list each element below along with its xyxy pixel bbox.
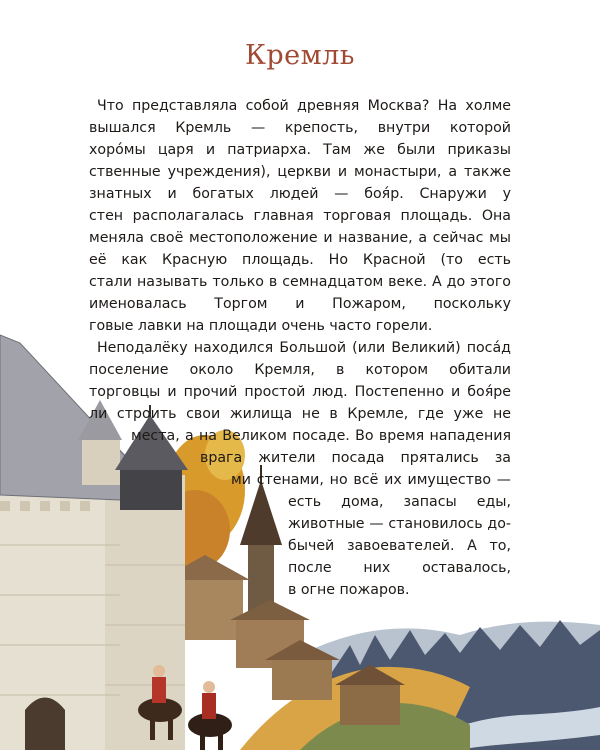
- text-line: есть дома, запасы еды,: [288, 494, 511, 510]
- text-line: ми стенами, но всё их имущество —: [231, 472, 511, 488]
- text-line: места, а на Великом посаде. Во время нападения: [131, 428, 511, 444]
- text-line: говые лавки на площади очень часто горели.: [89, 318, 433, 334]
- text-line: Что представляла собой древняя Москва? На холме: [97, 98, 511, 114]
- text-line: меняла своё местоположение и название, а сейчас мы: [89, 230, 511, 246]
- text-line: вышался Кремль — крепость, внутри которой: [89, 120, 511, 136]
- text-line: хоро́мы царя и патриарха. Там же были приказы: [89, 142, 511, 158]
- text-line: стали называть только в семнадцатом веке. А до этого: [89, 274, 511, 290]
- text-line: поселение около Кремля, в котором обитали: [89, 362, 511, 378]
- text-line: ственные учреждения), церкви и монастыри, а также: [89, 164, 511, 180]
- text-line: знатных и богатых людей — боя́р. Снаружи у: [89, 186, 511, 202]
- text-line: животные — становилось до-: [288, 516, 511, 532]
- gate-arch: [25, 698, 65, 750]
- text-line: врага жители посада прятались за: [200, 450, 511, 466]
- text-line: в огне пожаров.: [288, 582, 410, 598]
- text-line: её как Красную площадь. Но Красной (то есть: [89, 252, 511, 268]
- text-line: стен располагалась главная торговая площадь. Она: [89, 208, 511, 224]
- text-line: после них оставалось,: [288, 560, 511, 576]
- text-line: бычей завоевателей. А то,: [288, 538, 511, 554]
- page-title: Кремль: [244, 40, 355, 71]
- text-line: ли строить свои жилища не в Кремле, где уже не: [89, 406, 511, 422]
- text-line: торговцы и прочий простой люд. Постепенно и боя́ре: [89, 384, 511, 400]
- text-line: именовалась Торгом и Пожаром, поскольку: [89, 296, 511, 312]
- text-line: Неподалёку находился Большой (или Великий) поса́д: [97, 340, 511, 356]
